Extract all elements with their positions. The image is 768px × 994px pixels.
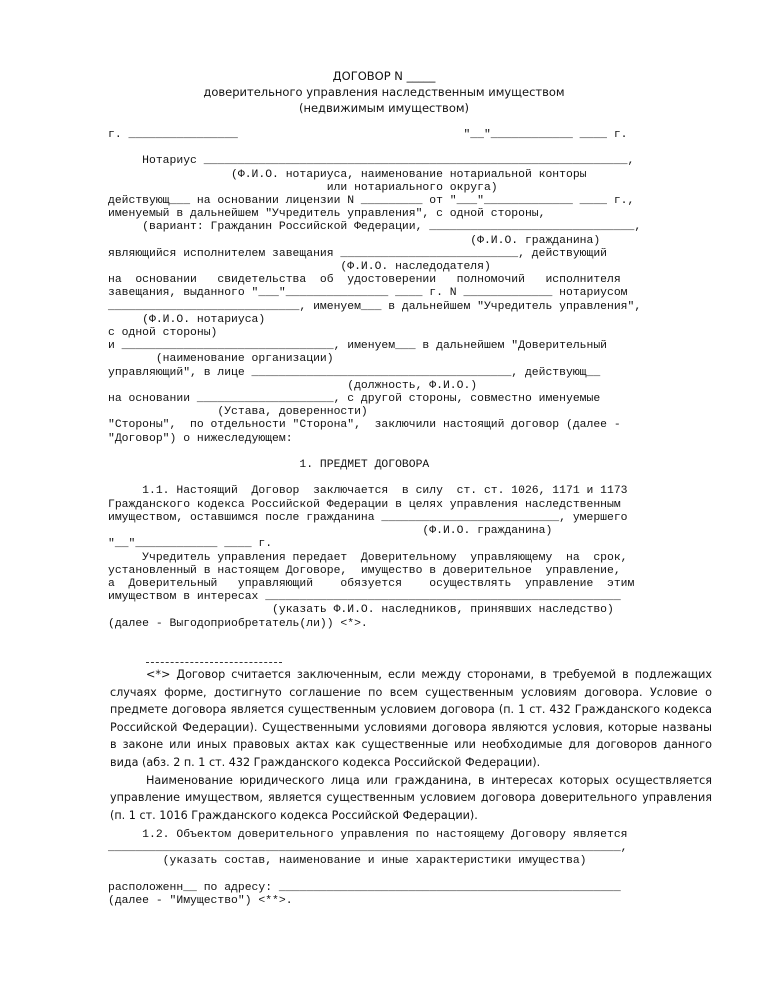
footnote-separator: [146, 662, 282, 663]
footnote-paragraph-2: Наименование юридического лица или гражданина, в интересах которых осуществляется управление имуществом, является существенным условием договора доверительного управления (п. 1 ст. 1016 Гражданского кодекса Российской Федерации).: [110, 773, 712, 822]
document-title: ДОГОВОР N _____: [332, 69, 436, 83]
document-subtitle-property: (недвижимым имуществом): [298, 101, 470, 115]
section-1-2: 1.2. Объектом доверительного управления по настоящему Договору является ___________________________________________________________________________, (указать состав, наименование и иные характеристики имущества) расположенн__ по адресу: __________________________________________________ (далее - "Имущество") <**>.: [108, 829, 628, 908]
contract-preamble-and-section-1: г. ________________ "__"____________ ____ г. Нотариус ______________________________________________________________, (Ф.И.О. нотариуса, наименование нотариальной конторы или нотариального округа) действующ___ на основании лицензии N _________ от "___"_____________ ____ г., именуемый в дальнейшем "Учредитель управления", с одной стороны, (вариант: Гражданин Российской Федерации, ______________________________, (Ф.И.О. гражданина) являющийся исполнителем завещания __________________________, действующий (Ф.И.О. наследодателя) на основании свидетельства об удостоверении полномочий исполнителя завещания, выданного "___"_______________ ____ г. N _____________ нотариусом ____________________________, именуем___ в дальнейшем "Учредитель управления", (Ф.И.О. нотариуса) с одной стороны) и _______________________________, именуем___ в дальнейшем "Доверительный (наименование организации) управляющий", в лице ______________________________________, действующ__ (должность, Ф.И.О.) на основании ____________________, с другой стороны, совместно именуемые (Устава, доверенности) "Стороны", по отдельности "Сторона", заключили настоящий договор (далее - "Договор") о нижеследующем: 1. ПРЕДМЕТ ДОГОВОРА 1.1. Настоящий Договор заключается в силу ст. ст. 1026, 1171 и 1173 Гражданского кодекса Российской Федерации в целях управления наследственным имуществом, оставшимся после гражданина __________________________, умершего (Ф.И.О. гражданина) "__"____________ ____ г. Учредитель управления передает Доверительному управляющему на срок, установленный в настоящем Договоре, имущество в доверительное управление, а Доверительный управляющий обязуется осуществлять управление этим имуществом в интересах ____________________________________________________ (указать Ф.И.О. наследников, принявших наследство) (далее - Выгодоприобретатель(ли)) <*>.: [108, 129, 642, 630]
document-subtitle: доверительного управления наследственным имуществом: [203, 85, 565, 99]
footnote-paragraph-1: <*> Договор считается заключенным, если между сторонами, в требуемой в подлежащих случаях форме, достигнуто соглашение по всем существенным условиям договора. Условие о предмете договора является существенным условием договора (п. 1 ст. 432 Гражданского кодекса Российской Федерации). Существенными условиями договора являются условия, которые названы в законе или иных правовых актах как существенные или необходимые для договоров данного вида (абз. 2 п. 1 ст. 432 Гражданского кодекса Российской Федерации).: [110, 668, 712, 769]
footnote: [110, 666, 712, 824]
